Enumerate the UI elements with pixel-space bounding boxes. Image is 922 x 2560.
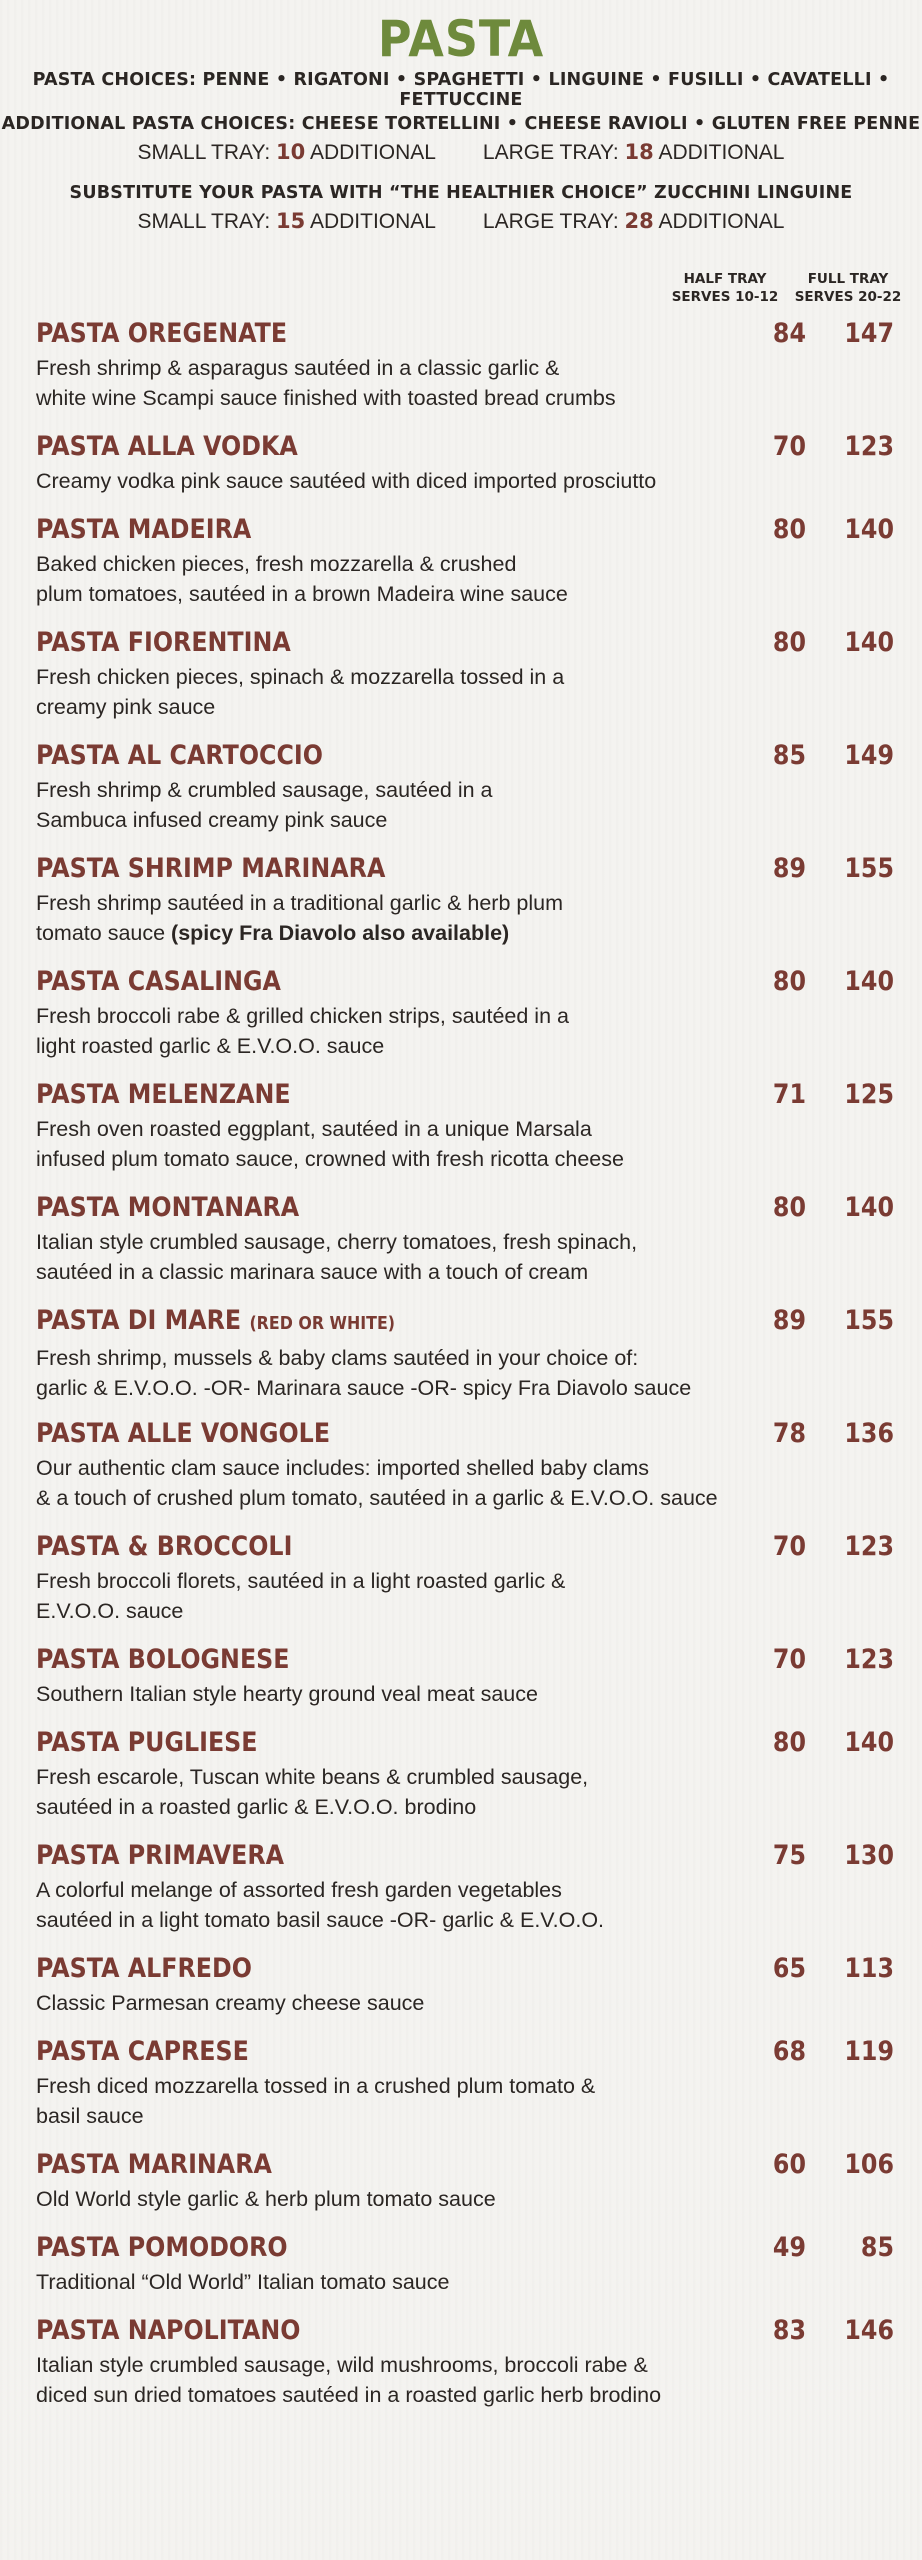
full-tray-price: 123	[844, 1531, 894, 1562]
half-tray-price: 71	[772, 1079, 806, 1110]
menu-item-title: PASTA SHRIMP MARINARA	[36, 853, 386, 884]
description-line-2	[36, 805, 796, 835]
half-tray-price: 65	[772, 1953, 806, 1984]
description-line-1: Classic Parmesan creamy cheese sauce	[36, 1991, 425, 2015]
menu-item-name	[36, 1304, 793, 1341]
menu-item-name	[36, 739, 793, 773]
small-tray-label: SMALL TRAY:	[137, 141, 271, 164]
description-line-1: Fresh broccoli rabe & grilled chicken strips, sautéed in a	[36, 1004, 569, 1028]
menu-item-name	[36, 1078, 793, 1112]
description-line-2-text: sautéed in a light tomato basil sauce -OR- garlic & E.V.O.O.	[36, 1908, 605, 1932]
menu-item-name	[36, 513, 793, 547]
menu-item-name	[36, 626, 793, 660]
full-tray-price: 130	[844, 1840, 894, 1871]
menu-item-description	[36, 1343, 796, 1403]
full-tray-serves: SERVES 20-22	[794, 289, 902, 305]
menu-item-title: PASTA PRIMAVERA	[36, 1840, 285, 1871]
description-line-2	[36, 2380, 796, 2410]
description-line-2-text: E.V.O.O. sauce	[36, 1599, 184, 1623]
description-line-2	[36, 1905, 796, 1935]
menu-item	[36, 1191, 896, 1287]
description-line-2-text: creamy pink sauce	[36, 695, 216, 719]
menu-item-name	[36, 2231, 793, 2265]
menu-item-title: PASTA MELENZANE	[36, 1079, 291, 1110]
menu-item-name	[36, 1952, 793, 1986]
description-line-2	[36, 1257, 796, 1287]
menu-item-name	[36, 1417, 793, 1451]
menu-item-description	[36, 1001, 796, 1061]
description-line-2-text: infused plum tomato sauce, crowned with fresh ricotta cheese	[36, 1147, 624, 1171]
half-tray-price: 49	[772, 2232, 806, 2263]
menu-item-title: PASTA CAPRESE	[36, 2036, 249, 2067]
small-tray-suffix: ADDITIONAL	[309, 210, 436, 233]
half-tray-price: 80	[772, 627, 806, 658]
half-tray-serves: SERVES 10-12	[671, 289, 779, 305]
menu-item-description	[36, 466, 796, 496]
menu-item	[36, 2148, 896, 2214]
full-tray-price: 136	[844, 1418, 894, 1449]
description-line-1: Fresh escarole, Tuscan white beans & crumbled sausage,	[36, 1765, 589, 1789]
description-line-1: A colorful melange of assorted fresh garden vegetables	[36, 1878, 562, 1902]
description-bold-note: (spicy Fra Diavolo also available)	[171, 921, 510, 945]
half-tray-price: 70	[772, 1644, 806, 1675]
description-line-2-text: diced sun dried tomatoes sautéed in a roasted garlic herb brodino	[36, 2383, 662, 2407]
full-tray-label: FULL TRAY	[807, 271, 889, 287]
small-tray-price: 10	[276, 140, 306, 164]
description-line-2-text: basil sauce	[36, 2104, 144, 2128]
menu-item-name	[36, 1530, 793, 1564]
menu-item-description	[36, 1453, 796, 1513]
menu-item-description	[36, 1227, 796, 1287]
description-line-2	[36, 918, 796, 948]
menu-item-description	[36, 1762, 796, 1822]
half-tray-price: 80	[772, 514, 806, 545]
full-tray-price: 140	[844, 1192, 894, 1223]
description-line-1: Italian style crumbled sausage, wild mushrooms, broccoli rabe &	[36, 2353, 648, 2377]
description-line-1: Fresh shrimp sautéed in a traditional garlic & herb plum	[36, 891, 564, 915]
half-tray-label: HALF TRAY	[683, 271, 767, 287]
full-tray-price: 119	[844, 2036, 894, 2067]
full-tray-price: 123	[844, 431, 894, 462]
description-line-2	[36, 1596, 796, 1626]
menu-item-title: PASTA DI MARE	[36, 1305, 242, 1336]
menu-item-title: PASTA PUGLIESE	[36, 1727, 258, 1758]
small-tray-price: 15	[276, 209, 306, 233]
description-line-2-text: tomato sauce	[36, 921, 172, 945]
menu-item	[36, 317, 896, 413]
description-line-1: Baked chicken pieces, fresh mozzarella & crushed	[36, 552, 517, 576]
description-line-2	[36, 1373, 796, 1403]
menu-item	[36, 1952, 896, 2018]
half-tray-price: 70	[772, 1531, 806, 1562]
menu-item-description	[36, 1566, 796, 1626]
menu-item-description	[36, 1679, 796, 1709]
menu-item	[36, 1417, 896, 1513]
description-line-1: Fresh shrimp & asparagus sautéed in a classic garlic &	[36, 356, 560, 380]
menu-item-name	[36, 2148, 793, 2182]
menu-item-title: PASTA ALLE VONGOLE	[36, 1418, 331, 1449]
menu-item	[36, 2231, 896, 2297]
full-tray-column-header	[790, 270, 906, 306]
menu-item-name	[36, 1839, 793, 1873]
description-line-1: Fresh oven roasted eggplant, sautéed in a unique Marsala	[36, 1117, 592, 1141]
menu-item-title: PASTA CASALINGA	[36, 966, 281, 997]
menu-item	[36, 513, 896, 609]
menu-item-description	[36, 1988, 796, 2018]
menu-item-name	[36, 965, 793, 999]
half-tray-price: 89	[772, 853, 806, 884]
description-line-2-text: garlic & E.V.O.O. -OR- Marinara sauce -OR- spicy Fra Diavolo sauce	[36, 1376, 692, 1400]
description-line-1: Old World style garlic & herb plum tomato sauce	[36, 2187, 496, 2211]
menu-item-title: PASTA NAPOLITANO	[36, 2315, 301, 2346]
menu-item-description	[36, 2071, 796, 2131]
description-line-1: Fresh diced mozzarella tossed in a crushed plum tomato &	[36, 2074, 596, 2098]
menu-item	[36, 2314, 896, 2410]
description-line-2	[36, 1031, 796, 1061]
menu-item-name	[36, 1191, 793, 1225]
description-line-1: Fresh shrimp, mussels & baby clams sautéed in your choice of:	[36, 1346, 639, 1370]
menu-item-name	[36, 317, 793, 351]
menu-item-note: (RED OR WHITE)	[249, 1313, 396, 1334]
menu-item-title: PASTA & BROCCOLI	[36, 1531, 293, 1562]
substitute-prices	[0, 209, 922, 234]
large-tray-price: 28	[624, 209, 654, 233]
full-tray-price: 140	[844, 966, 894, 997]
menu-item-description	[36, 2267, 796, 2297]
page-title: PASTA	[377, 10, 545, 68]
menu-item-title: PASTA ALFREDO	[36, 1953, 252, 1984]
menu-item	[36, 1078, 896, 1174]
full-tray-price: 113	[844, 1953, 894, 1984]
description-line-2	[36, 579, 796, 609]
large-tray-label: LARGE TRAY:	[482, 141, 619, 164]
description-line-2	[36, 1483, 796, 1513]
menu-item-title: PASTA POMODORO	[36, 2232, 288, 2263]
menu-item-title: PASTA FIORENTINA	[36, 627, 291, 658]
menu-item	[36, 739, 896, 835]
description-line-1: Southern Italian style hearty ground veal meat sauce	[36, 1682, 538, 1706]
menu-item-description	[36, 2350, 796, 2410]
half-tray-price: 85	[772, 740, 806, 771]
half-tray-price: 80	[772, 1192, 806, 1223]
description-line-2	[36, 692, 796, 722]
menu-item-description	[36, 2184, 796, 2214]
menu-item-title: PASTA MARINARA	[36, 2149, 272, 2180]
menu-item-name	[36, 2035, 793, 2069]
full-tray-price: 140	[844, 514, 894, 545]
half-tray-price: 60	[772, 2149, 806, 2180]
half-tray-column-header	[670, 270, 780, 306]
description-line-2	[36, 1144, 796, 1174]
half-tray-price: 80	[772, 1727, 806, 1758]
large-tray-label: LARGE TRAY:	[482, 210, 619, 233]
small-tray-suffix: ADDITIONAL	[309, 141, 436, 164]
description-line-2-text: Sambuca infused creamy pink sauce	[36, 808, 388, 832]
full-tray-price: 146	[844, 2315, 894, 2346]
description-line-1: Creamy vodka pink sauce sautéed with diced imported prosciutto	[36, 469, 657, 493]
menu-item-title: PASTA BOLOGNESE	[36, 1644, 290, 1675]
menu-item	[36, 1530, 896, 1626]
menu-item	[36, 1839, 896, 1935]
half-tray-price: 84	[772, 318, 806, 349]
description-line-1: Fresh shrimp & crumbled sausage, sautéed in a	[36, 778, 493, 802]
description-line-1: Fresh chicken pieces, spinach & mozzarella tossed in a	[36, 665, 565, 689]
menu-item	[36, 626, 896, 722]
description-line-1: Our authentic clam sauce includes: imported shelled baby clams	[36, 1456, 650, 1480]
menu-item-name	[36, 1726, 793, 1760]
full-tray-price: 155	[844, 1305, 894, 1336]
half-tray-price: 75	[772, 1840, 806, 1871]
full-tray-price: 85	[860, 2232, 894, 2263]
description-line-2-text: sautéed in a roasted garlic & E.V.O.O. brodino	[36, 1795, 477, 1819]
menu-item-title: PASTA ALLA VODKA	[36, 431, 298, 462]
small-tray-label: SMALL TRAY:	[137, 210, 271, 233]
full-tray-price: 125	[844, 1079, 894, 1110]
full-tray-price: 140	[844, 1727, 894, 1758]
half-tray-price: 80	[772, 966, 806, 997]
substitute-heading: SUBSTITUTE YOUR PASTA WITH “THE HEALTHIER CHOICE” ZUCCHINI LINGUINE	[69, 183, 853, 203]
full-tray-price: 123	[844, 1644, 894, 1675]
menu-item-description	[36, 888, 796, 948]
menu-item	[36, 965, 896, 1061]
full-tray-price: 155	[844, 853, 894, 884]
menu-item-description	[36, 549, 796, 609]
menu-item-description	[36, 1114, 796, 1174]
description-line-2-text: light roasted garlic & E.V.O.O. sauce	[36, 1034, 385, 1058]
menu-item-title: PASTA AL CARTOCCIO	[36, 740, 323, 771]
description-line-2	[36, 2101, 796, 2131]
half-tray-price: 78	[772, 1418, 806, 1449]
description-line-2-text: & a touch of crushed plum tomato, sautéed in a garlic & E.V.O.O. sauce	[36, 1486, 718, 1510]
description-line-1: Fresh broccoli florets, sautéed in a light roasted garlic &	[36, 1569, 566, 1593]
menu-item-name	[36, 2314, 793, 2348]
additional-choices-prices	[0, 140, 922, 165]
menu-item-title: PASTA MONTANARA	[36, 1192, 300, 1223]
description-line-2	[36, 383, 796, 413]
half-tray-price: 70	[772, 431, 806, 462]
menu-item	[36, 430, 896, 496]
menu-item-description	[36, 662, 796, 722]
menu-item-name	[36, 852, 793, 886]
half-tray-price: 83	[772, 2315, 806, 2346]
menu-item-name	[36, 430, 793, 464]
menu-item-description	[36, 353, 796, 413]
half-tray-price: 68	[772, 2036, 806, 2067]
menu-item-title: PASTA MADEIRA	[36, 514, 252, 545]
description-line-2-text: sautéed in a classic marinara sauce with a touch of cream	[36, 1260, 589, 1284]
menu-item	[36, 1726, 896, 1822]
menu-item	[36, 852, 896, 948]
menu-item-description	[36, 775, 796, 835]
menu-item-title: PASTA OREGENATE	[36, 318, 288, 349]
additional-choices-heading: ADDITIONAL PASTA CHOICES: CHEESE TORTELLINI • CHEESE RAVIOLI • GLUTEN FREE PENNE	[1, 114, 921, 134]
description-line-2-text: plum tomatoes, sautéed in a brown Madeira wine sauce	[36, 582, 568, 606]
menu-item-name	[36, 1643, 793, 1677]
full-tray-price: 140	[844, 627, 894, 658]
menu-item	[36, 2035, 896, 2131]
description-line-1: Traditional “Old World” Italian tomato sauce	[36, 2270, 450, 2294]
full-tray-price: 147	[844, 318, 894, 349]
large-tray-suffix: ADDITIONAL	[658, 141, 785, 164]
description-line-2-text: white wine Scampi sauce finished with toasted bread crumbs	[36, 386, 616, 410]
full-tray-price: 106	[844, 2149, 894, 2180]
half-tray-price: 89	[772, 1305, 806, 1336]
menu-item	[36, 1643, 896, 1709]
pasta-choices-line: PASTA CHOICES: PENNE • RIGATONI • SPAGHETTI • LINGUINE • FUSILLI • CAVATELLI • FETTUCCINE	[32, 70, 890, 110]
large-tray-suffix: ADDITIONAL	[658, 210, 785, 233]
large-tray-price: 18	[624, 140, 654, 164]
menu-item-description	[36, 1875, 796, 1935]
menu-item	[36, 1304, 896, 1403]
description-line-2	[36, 1792, 796, 1822]
description-line-1: Italian style crumbled sausage, cherry tomatoes, fresh spinach,	[36, 1230, 638, 1254]
full-tray-price: 149	[844, 740, 894, 771]
